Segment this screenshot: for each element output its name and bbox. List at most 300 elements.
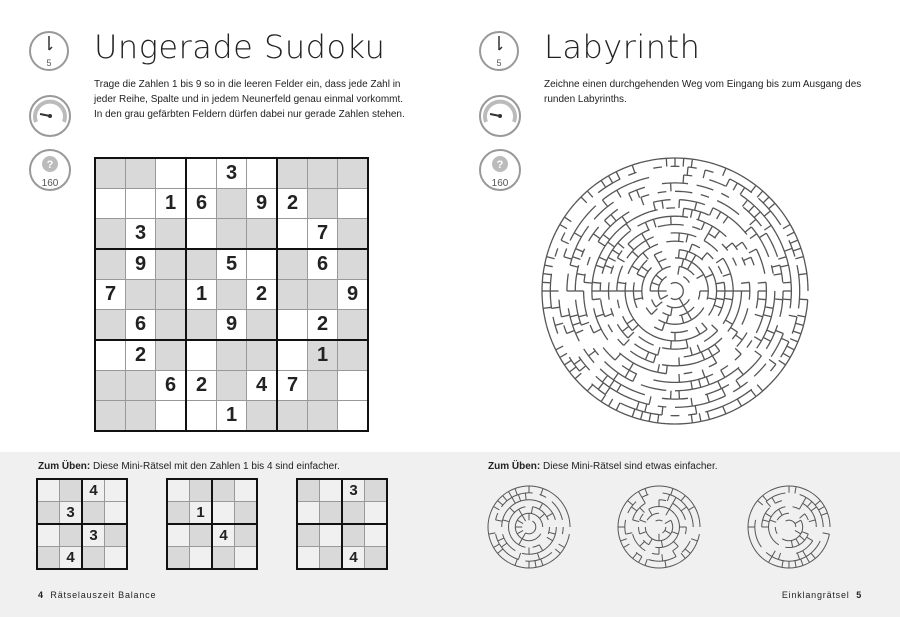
maze-wall	[539, 509, 544, 514]
maze-wall	[723, 406, 726, 414]
sudoku-cell[interactable]	[247, 401, 278, 432]
maze-wall	[684, 406, 693, 407]
sudoku-cell[interactable]	[186, 249, 217, 280]
sudoku-cell[interactable]	[338, 158, 369, 189]
sudoku-cell[interactable]	[277, 340, 308, 371]
sudoku-cell[interactable]	[277, 310, 308, 341]
maze-wall	[758, 501, 763, 505]
maze-wall	[640, 503, 646, 507]
page-title-right: Labyrinth	[544, 28, 701, 66]
sudoku-cell[interactable]	[338, 219, 369, 250]
maze-wall	[598, 188, 605, 193]
maze-wall	[766, 341, 770, 349]
maze-wall	[787, 232, 795, 236]
maze-wall	[670, 557, 677, 560]
description-line: Trage die Zahlen 1 bis 9 so in die leeren Felder ein, dass jede Zahl in	[94, 79, 401, 90]
maze-wall	[587, 186, 594, 192]
sudoku-cell[interactable]	[95, 158, 126, 189]
mini-sudoku-cell[interactable]	[190, 547, 213, 570]
sudoku-cell[interactable]	[338, 249, 369, 280]
mini-sudoku-cell[interactable]	[365, 479, 388, 502]
maze-wall	[771, 364, 776, 371]
mini-sudoku-cell[interactable]	[60, 479, 83, 502]
maze-wall	[717, 377, 725, 381]
maze-wall	[494, 501, 498, 507]
maze-wall	[679, 313, 687, 316]
mini-sudoku-cell[interactable]	[212, 479, 235, 502]
maze-wall	[683, 513, 686, 520]
mini-sudoku-cell[interactable]	[60, 524, 83, 547]
mini-sudoku-cell[interactable]: 3	[342, 479, 365, 502]
sudoku-cell[interactable]	[186, 340, 217, 371]
maze-wall	[587, 257, 590, 265]
maze-wall	[573, 325, 576, 333]
maze-wall	[679, 398, 688, 399]
sudoku-cell[interactable]	[308, 371, 338, 401]
maze-wall	[688, 262, 692, 269]
sudoku-cell[interactable]	[247, 249, 278, 280]
mini-sudoku-cell[interactable]: 1	[190, 502, 213, 525]
maze-wall	[609, 380, 614, 387]
maze-wall	[622, 326, 629, 331]
sudoku-cell[interactable]	[126, 189, 156, 219]
sudoku-cell[interactable]: 9	[126, 249, 156, 280]
mini-sudoku-cell[interactable]	[105, 547, 128, 570]
mini-sudoku-cell[interactable]	[82, 547, 105, 570]
maze-wall	[506, 497, 512, 501]
maze-wall	[790, 240, 798, 243]
sudoku-cell[interactable]	[308, 189, 338, 219]
maze-wall	[692, 244, 700, 248]
maze-wall	[607, 202, 614, 207]
maze-wall	[822, 520, 823, 527]
maze-wall	[737, 394, 744, 399]
sudoku-cell[interactable]	[308, 280, 338, 310]
maze-wall	[670, 495, 677, 498]
maze-wall	[803, 546, 809, 550]
maze-wall	[519, 545, 526, 547]
maze-wall	[727, 308, 730, 316]
sudoku-cell[interactable]	[156, 401, 187, 432]
maze-wall	[675, 258, 684, 259]
maze-wall	[648, 560, 655, 562]
timer-value-right: 5	[496, 58, 502, 68]
mini-sudoku-3[interactable]	[296, 478, 388, 570]
mini-sudoku-cell[interactable]	[320, 502, 343, 525]
mini-sudoku-cell[interactable]: 4	[60, 547, 83, 570]
maze-wall	[545, 514, 549, 520]
maze-wall	[533, 545, 540, 547]
sudoku-cell[interactable]	[95, 371, 126, 401]
mini-sudoku-cell[interactable]	[235, 547, 258, 570]
maze-wall	[801, 559, 803, 565]
maze-wall	[658, 158, 667, 159]
maze-wall	[600, 369, 607, 375]
mini-sudoku-cell[interactable]	[167, 524, 190, 547]
maze-wall	[705, 222, 713, 226]
maze-wall	[774, 249, 777, 257]
sudoku-cell[interactable]: 9	[247, 189, 278, 219]
sudoku-cell[interactable]	[126, 280, 156, 310]
maze-wall	[725, 320, 732, 324]
maze-wall	[513, 540, 519, 545]
sudoku-cell[interactable]	[338, 401, 369, 432]
maze-wall	[721, 366, 728, 371]
mini-sudoku-cell[interactable]	[320, 547, 343, 570]
sudoku-cell[interactable]	[277, 249, 308, 280]
maze-wall	[681, 496, 685, 501]
maze-wall	[803, 551, 806, 557]
maze-wall	[712, 351, 719, 356]
sudoku-cell[interactable]	[126, 158, 156, 189]
mini-sudoku-cell[interactable]: 4	[82, 479, 105, 502]
maze-wall	[778, 257, 786, 259]
sudoku-cell[interactable]	[247, 158, 278, 189]
mini-sudoku-1[interactable]	[36, 478, 128, 570]
maze-wall	[515, 527, 517, 534]
maze-wall	[542, 274, 543, 283]
maze-wall	[553, 534, 556, 541]
sudoku-cell[interactable]	[156, 310, 187, 341]
maze-wall	[536, 501, 543, 504]
sudoku-cell[interactable]	[217, 219, 247, 250]
maze-wall	[666, 534, 671, 539]
sudoku-cell[interactable]: 7	[95, 280, 126, 310]
sudoku-cell[interactable]	[156, 158, 187, 189]
maze-wall	[649, 210, 657, 212]
mini-sudoku-cell[interactable]	[342, 502, 365, 525]
mini-sudoku-cell[interactable]: 3	[82, 524, 105, 547]
mini-maze-3[interactable]	[746, 484, 832, 570]
maze-wall	[645, 360, 653, 363]
maze-wall	[692, 405, 701, 407]
mini-sudoku-cell[interactable]	[342, 524, 365, 547]
sudoku-cell[interactable]	[338, 310, 369, 341]
mini-sudoku-cell[interactable]	[297, 479, 320, 502]
mini-sudoku-cell[interactable]	[320, 524, 343, 547]
mini-sudoku-cell[interactable]	[82, 502, 105, 525]
maze-wall	[812, 547, 817, 552]
maze-wall	[718, 308, 722, 316]
sudoku-cell[interactable]: 2	[308, 310, 338, 341]
maze-wall	[498, 549, 503, 553]
maze-wall	[712, 356, 716, 363]
maze-wall	[686, 234, 688, 242]
maze-wall	[581, 191, 587, 197]
maze-wall	[789, 315, 797, 317]
mini-sudoku-cell[interactable]	[365, 547, 388, 570]
maze-wall	[635, 233, 642, 238]
sudoku-cell[interactable]: 9	[217, 310, 247, 341]
sudoku-cell[interactable]: 6	[126, 310, 156, 341]
sudoku-cell[interactable]: 9	[338, 280, 369, 310]
maze-wall	[756, 300, 757, 309]
sudoku-cell[interactable]: 2	[247, 280, 278, 310]
sudoku-cell[interactable]: 2	[186, 371, 217, 401]
sudoku-cell[interactable]	[186, 401, 217, 432]
mini-sudoku-cell[interactable]	[37, 502, 60, 525]
maze-wall	[658, 338, 666, 340]
maze-wall	[749, 180, 756, 185]
maze-wall	[698, 513, 700, 520]
sudoku-cell[interactable]	[186, 310, 217, 341]
maze-wall	[709, 399, 717, 402]
maze-wall	[742, 317, 745, 325]
sudoku-cell[interactable]: 2	[126, 340, 156, 371]
sudoku-cell[interactable]	[217, 189, 247, 219]
mini-sudoku-cell[interactable]	[320, 479, 343, 502]
sudoku-cell[interactable]	[95, 401, 126, 432]
maze-wall	[815, 496, 820, 501]
mini-sudoku-cell[interactable]: 4	[342, 547, 365, 570]
maze-wall	[666, 365, 667, 373]
mini-sudoku-cell[interactable]	[212, 547, 235, 570]
maze-wall	[624, 544, 630, 547]
maze-wall	[701, 195, 709, 198]
maze-wall	[594, 180, 601, 185]
mini-sudoku-cell[interactable]	[37, 524, 60, 547]
sudoku-cell[interactable]	[95, 219, 126, 250]
maze-wall	[653, 201, 662, 203]
description-line: Zeichne einen durchgehenden Weg vom Eingang bis zum Ausgang des	[544, 79, 862, 90]
mini-maze-1[interactable]	[486, 484, 572, 570]
maze-wall	[605, 221, 611, 227]
sudoku-cell[interactable]: 1	[156, 189, 187, 219]
maze-wall	[690, 347, 692, 355]
maze-wall	[626, 358, 633, 363]
mini-sudoku-cell[interactable]	[105, 502, 128, 525]
sudoku-cell[interactable]: 6	[156, 371, 187, 401]
maze-wall	[589, 234, 594, 241]
sudoku-cell[interactable]: 3	[126, 219, 156, 250]
maze-wall	[761, 241, 765, 249]
maze-wall	[560, 513, 562, 520]
mini-sudoku-cell[interactable]	[37, 547, 60, 570]
mini-sudoku-2[interactable]	[166, 478, 258, 570]
mini-sudoku-cell[interactable]: 4	[212, 524, 235, 547]
sudoku-cell[interactable]: 3	[217, 158, 247, 189]
maze-wall	[576, 330, 584, 333]
maze-wall	[712, 226, 719, 231]
sudoku-cell[interactable]	[217, 280, 247, 310]
mini-sudoku-cell[interactable]	[365, 502, 388, 525]
mini-maze-2[interactable]	[616, 484, 702, 570]
maze-wall	[709, 417, 717, 420]
maze-wall	[758, 299, 766, 300]
maze-wall	[804, 257, 806, 266]
maze-wall	[568, 534, 570, 541]
maze-wall	[659, 539, 666, 541]
sudoku-cell[interactable]	[338, 189, 369, 219]
mini-sudoku-cell[interactable]	[235, 524, 258, 547]
maze-wall	[695, 541, 698, 548]
maze-wall	[643, 329, 650, 334]
maze-wall	[690, 513, 692, 520]
maze-wall	[737, 399, 741, 406]
maze-wall	[632, 251, 638, 257]
mini-sudoku-cell[interactable]: 3	[60, 502, 83, 525]
sudoku-cell[interactable]: 6	[186, 189, 217, 219]
maze-wall	[596, 265, 604, 268]
maze-wall	[750, 363, 756, 369]
maze-wall	[622, 332, 628, 339]
maze-wall	[785, 342, 789, 350]
maze-wall	[820, 501, 824, 507]
maze-wall	[739, 300, 741, 309]
maze-wall	[517, 515, 522, 520]
mini-sudoku-cell[interactable]	[235, 479, 258, 502]
maze-wall	[640, 520, 647, 522]
mini-sudoku-cell[interactable]	[167, 502, 190, 525]
maze-wall	[628, 501, 633, 505]
maze-wall	[772, 265, 780, 267]
maze-wall	[632, 409, 635, 417]
sudoku-cell[interactable]	[156, 280, 187, 310]
maze-wall	[678, 266, 679, 274]
maze-wall	[509, 489, 516, 492]
sudoku-cell[interactable]	[338, 340, 369, 371]
mini-sudoku-cell[interactable]	[167, 479, 190, 502]
sudoku-cell[interactable]	[186, 219, 217, 250]
maze-wall	[624, 501, 628, 507]
sudoku-cell[interactable]	[338, 371, 369, 401]
maze-wall	[734, 406, 742, 410]
maze-wall	[798, 334, 801, 342]
maze-wall	[761, 333, 765, 341]
sudoku-cell[interactable]	[95, 310, 126, 341]
maze-wall	[541, 559, 543, 565]
maze-wall	[542, 282, 550, 283]
sudoku-cell[interactable]	[308, 401, 338, 432]
sudoku-cell[interactable]	[95, 189, 126, 219]
maze-wall	[565, 541, 568, 548]
mini-sudoku-cell[interactable]	[297, 502, 320, 525]
maze-wall	[751, 227, 756, 234]
sudoku-cell[interactable]	[126, 371, 156, 401]
maze-wall	[705, 187, 713, 190]
maze-wall	[569, 520, 570, 527]
mini-sudoku-cell[interactable]	[167, 547, 190, 570]
mini-sudoku-cell[interactable]	[297, 524, 320, 547]
sudoku-cell[interactable]	[217, 340, 247, 371]
maze-wall	[789, 486, 796, 487]
maze-wall	[756, 391, 763, 397]
sudoku-cell[interactable]	[156, 219, 187, 250]
sudoku-cell[interactable]	[247, 310, 278, 341]
maze-wall	[503, 492, 509, 496]
maze-wall	[547, 513, 553, 516]
maze-wall	[617, 385, 621, 392]
sudoku-cell[interactable]	[156, 249, 187, 280]
maze-wall	[662, 365, 671, 366]
sudoku-cell[interactable]	[126, 401, 156, 432]
sudoku-cell[interactable]: 7	[308, 219, 338, 250]
mini-sudoku-cell[interactable]	[212, 502, 235, 525]
maze-wall	[764, 211, 770, 216]
maze-wall	[542, 300, 543, 309]
sudoku-cell[interactable]	[247, 219, 278, 250]
maze-wall	[510, 546, 516, 550]
maze-wall	[658, 423, 667, 424]
circular-maze[interactable]	[540, 156, 810, 426]
maze-wall	[743, 369, 750, 375]
maze-wall	[662, 216, 671, 217]
sudoku-cell[interactable]	[186, 158, 217, 189]
mini-sudoku-cell[interactable]	[37, 479, 60, 502]
sudoku-cell[interactable]: 4	[247, 371, 278, 401]
maze-wall	[662, 398, 671, 399]
maze-wall	[763, 385, 769, 391]
sudoku-cell[interactable]: 6	[308, 249, 338, 280]
sudoku-cell[interactable]	[277, 158, 308, 189]
maze-wall	[772, 497, 775, 503]
maze-wall	[711, 331, 717, 337]
maze-wall	[632, 325, 638, 331]
maze-wall	[503, 513, 506, 520]
maze-wall	[679, 233, 688, 234]
mini-sudoku-cell[interactable]	[365, 524, 388, 547]
maze-wall	[807, 502, 812, 507]
maze-wall	[570, 317, 572, 325]
maze-wall	[774, 274, 782, 275]
maze-wall	[667, 495, 669, 502]
mini-sudoku-cell[interactable]	[190, 479, 213, 502]
sudoku-cell[interactable]: 1	[217, 401, 247, 432]
mini-sudoku-cell[interactable]	[235, 502, 258, 525]
maze-wall	[778, 560, 785, 562]
maze-wall	[766, 233, 770, 241]
sudoku-cell[interactable]: 5	[217, 249, 247, 280]
sudoku-grid[interactable]	[94, 157, 369, 432]
sudoku-cell[interactable]: 1	[186, 280, 217, 310]
maze-wall	[652, 275, 656, 283]
mini-sudoku-cell[interactable]	[105, 524, 128, 547]
maze-wall	[522, 533, 525, 539]
sudoku-cell[interactable]	[277, 280, 308, 310]
maze-wall	[658, 262, 662, 269]
maze-wall	[574, 233, 581, 237]
maze-wall	[702, 253, 707, 259]
mini-sudoku-cell[interactable]	[297, 547, 320, 570]
maze-wall	[565, 507, 568, 514]
maze-wall	[633, 399, 641, 402]
maze-wall	[650, 244, 658, 248]
maze-wall	[598, 383, 603, 390]
mini-sudoku-cell[interactable]	[105, 479, 128, 502]
mini-sudoku-cell[interactable]	[190, 524, 213, 547]
maze-wall	[671, 341, 672, 349]
sudoku-cell[interactable]	[247, 340, 278, 371]
sudoku-cell[interactable]	[277, 401, 308, 432]
maze-wall	[637, 402, 640, 410]
sudoku-cell[interactable]: 1	[308, 340, 338, 371]
sudoku-cell[interactable]	[156, 340, 187, 371]
maze-wall	[654, 252, 662, 256]
sudoku-cell[interactable]	[308, 158, 338, 189]
maze-wall	[671, 489, 673, 495]
sudoku-cell[interactable]	[217, 371, 247, 401]
sudoku-cell[interactable]: 2	[277, 189, 308, 219]
maze-wall	[692, 315, 699, 320]
maze-wall	[615, 217, 622, 222]
gauge-icon-left	[28, 94, 72, 138]
sudoku-cell[interactable]	[277, 219, 308, 250]
sudoku-cell[interactable]	[95, 249, 126, 280]
maze-wall	[685, 496, 690, 501]
sudoku-cell[interactable]	[95, 340, 126, 371]
description-line: In den grau gefärbten Feldern dürfen dabei nur gerade Zahlen stehen.	[94, 109, 405, 120]
sudoku-cell[interactable]: 7	[277, 371, 308, 401]
